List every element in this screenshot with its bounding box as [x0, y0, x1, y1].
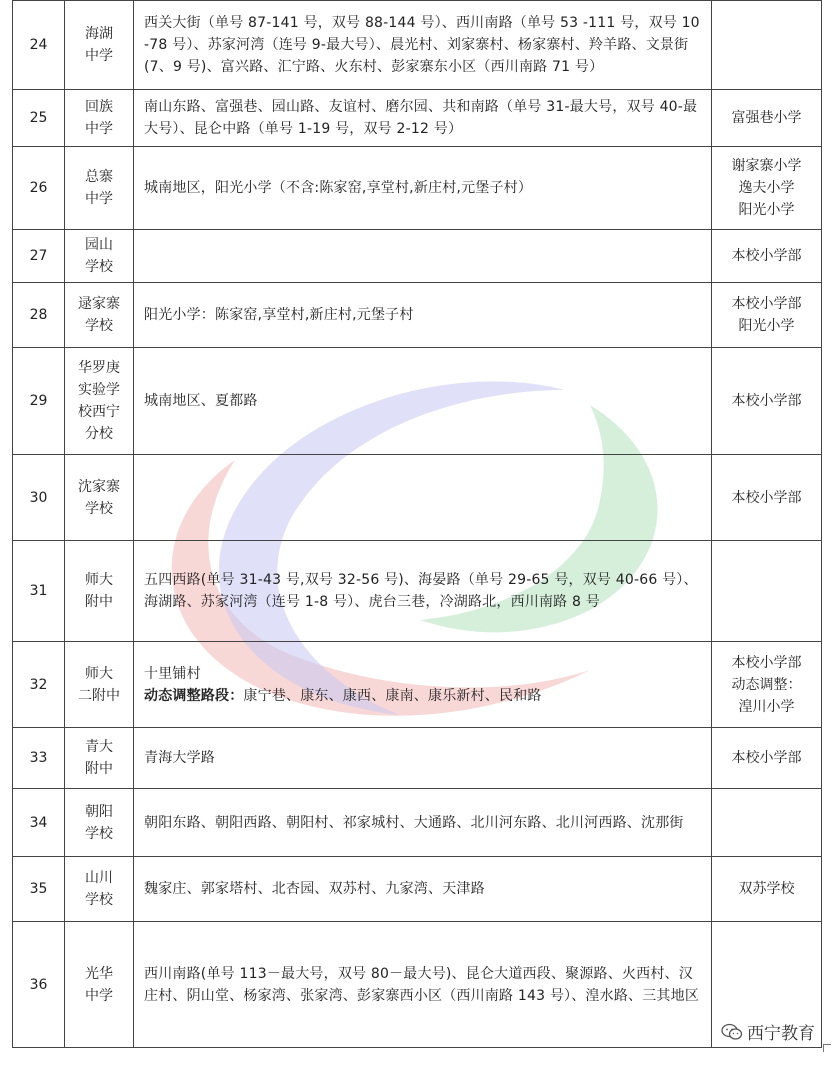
- row-number: 24: [13, 1, 65, 90]
- row-number: 33: [13, 728, 65, 789]
- area-text: [134, 230, 712, 283]
- area-text: 十里铺村 动态调整路段：康宁巷、康东、康西、康南、康乐新村、民和路: [134, 642, 712, 728]
- area-bold-label: 动态调整路段：: [144, 687, 244, 704]
- table-row: [13, 348, 822, 455]
- table-row: [13, 728, 822, 789]
- note-cell: 本校小学部 动态调整： 湟川小学: [712, 642, 822, 728]
- note-cell: 本校小学部 阳光小学: [712, 283, 822, 348]
- table-row: [13, 283, 822, 348]
- wechat-icon: [721, 1023, 743, 1041]
- school-name: 青大 附中: [65, 728, 134, 789]
- area-text: 魏家庄、郭家塔村、北杏园、双苏村、九家湾、天津路: [134, 857, 712, 922]
- school-name: 海湖 中学: [65, 1, 134, 90]
- table-row: [13, 1, 822, 90]
- area-text: 城南地区、夏都路: [134, 348, 712, 455]
- table-row: [13, 455, 822, 541]
- note-cell: 本校小学部: [712, 348, 822, 455]
- school-name: 总寨 中学: [65, 147, 134, 230]
- note-cell: 本校小学部: [712, 455, 822, 541]
- corner-mark: [823, 1044, 831, 1052]
- school-name: 师大 二附中: [65, 642, 134, 728]
- row-number: 36: [13, 922, 65, 1048]
- school-name: 山川 学校: [65, 857, 134, 922]
- school-name: 园山 学校: [65, 230, 134, 283]
- table-row: [13, 147, 822, 230]
- area-text: 南山东路、富强巷、园山路、友谊村、磨尔园、共和南路（单号 31-最大号，双号 40-最大号）、昆仑中路（单号 1-19 号，双号 2-12 号）: [134, 90, 712, 147]
- brand-text: 西宁教育: [747, 1024, 815, 1044]
- table-row: [13, 90, 822, 147]
- table-row: [13, 541, 822, 642]
- row-number: 35: [13, 857, 65, 922]
- row-number: 29: [13, 348, 65, 455]
- row-number: 34: [13, 789, 65, 857]
- area-text: 青海大学路: [134, 728, 712, 789]
- row-number: 30: [13, 455, 65, 541]
- table-row: [13, 230, 822, 283]
- note-cell: 双苏学校: [712, 857, 822, 922]
- note-cell: 谢家寨小学 逸夫小学 阳光小学: [712, 147, 822, 230]
- school-name: 回族 中学: [65, 90, 134, 147]
- school-name: 师大 附中: [65, 541, 134, 642]
- school-name: 逯家寨 学校: [65, 283, 134, 348]
- area-text: 朝阳东路、朝阳西路、朝阳村、祁家城村、大通路、北川河东路、北川河西路、沈那街: [134, 789, 712, 857]
- note-cell: 富强巷小学: [712, 90, 822, 147]
- area-extra: 康宁巷、康东、康西、康南、康乐新村、民和路: [243, 687, 542, 704]
- brand-watermark: [721, 1019, 815, 1044]
- table-row: [13, 642, 822, 728]
- table-row: [13, 857, 822, 922]
- table-row: [13, 922, 822, 1048]
- row-number: 31: [13, 541, 65, 642]
- district-table: [12, 0, 822, 1048]
- area-text: [134, 455, 712, 541]
- row-number: 32: [13, 642, 65, 728]
- area-text: 五四西路(单号 31-43 号,双号 32-56 号)、海晏路（单号 29-65 号，双号 40-66 号）、海湖路、苏家河湾（连号 1-8 号）、虎台三巷，冷湖路北，西川南路 8 号: [134, 541, 712, 642]
- note-cell: [712, 1, 822, 90]
- area-text: 西关大街（单号 87-141 号，双号 88-144 号）、西川南路（单号 53 -111 号，双号 10 -78 号）、苏家河湾（连号 9-最大号）、晨光村、刘家寨村、杨家寨村、羚羊路、文景街(7、9 号)、富兴路、汇宁路、火东村、彭家寨东小区（西川南路 71 号）: [134, 1, 712, 90]
- row-number: 25: [13, 90, 65, 147]
- school-name: 朝阳 学校: [65, 789, 134, 857]
- school-name: 光华 中学: [65, 922, 134, 1048]
- note-cell: [712, 789, 822, 857]
- row-number: 28: [13, 283, 65, 348]
- area-text: 城南地区，阳光小学（不含:陈家窑,享堂村,新庄村,元堡子村）: [134, 147, 712, 230]
- note-cell: 本校小学部: [712, 230, 822, 283]
- row-number: 27: [13, 230, 65, 283]
- school-name: 华罗庚 实验学 校西宁 分校: [65, 348, 134, 455]
- note-cell: [712, 541, 822, 642]
- area-text: 阳光小学：陈家窑,享堂村,新庄村,元堡子村: [134, 283, 712, 348]
- school-name: 沈家寨 学校: [65, 455, 134, 541]
- table-row: [13, 789, 822, 857]
- row-number: 26: [13, 147, 65, 230]
- note-cell: 本校小学部: [712, 728, 822, 789]
- area-text: 西川南路(单号 113－最大号，双号 80－最大号)、昆仑大道西段、聚源路、火西村、汉庄村、阴山堂、杨家湾、张家湾、彭家寨西小区（西川南路 143 号）、湟水路、三其地区: [134, 922, 712, 1048]
